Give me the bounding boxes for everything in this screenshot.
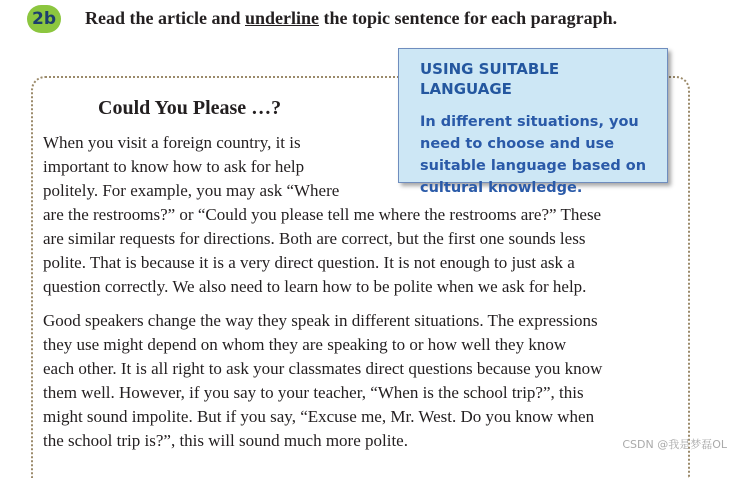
paragraph2-line: the school trip is?”, this will sound much more polite.	[43, 431, 408, 450]
paragraph2-line: them well. However, if you say to your teacher, “When is the school trip?”, this	[43, 383, 584, 402]
instruction-part: the topic sentence for each paragraph.	[319, 8, 618, 28]
paragraph1-line: polite. That is because it is a very direct question. It is not enough to just ask a	[43, 253, 575, 272]
paragraph1-line: are similar requests for directions. Both are correct, but the first one sounds less	[43, 229, 586, 248]
callout-title: USING SUITABLE LANGUAGE	[420, 60, 560, 98]
paragraph2-line: they use might depend on whom they are speaking to or how well they know	[43, 335, 567, 354]
paragraph1-line: question correctly. We also need to learn how to be polite when we ask for help.	[43, 277, 587, 296]
instruction-underlined-word: underline	[244, 8, 319, 28]
callout-body	[420, 111, 649, 199]
article-title: Could You Please …?	[98, 97, 282, 119]
paragraph2-line: each other. It is all right to ask your classmates direct questions because you know	[43, 359, 603, 378]
paragraph2-line: Good speakers change the way they speak in different situations. The expressions	[43, 311, 598, 330]
callout-box	[398, 48, 668, 196]
exercise-badge: 2b	[27, 5, 61, 33]
instruction-text	[85, 6, 705, 30]
watermark: CSDN @我是梦磊OL	[622, 438, 727, 451]
callout-line: cultural knowledge.	[420, 180, 583, 196]
callout-line: In different situations, you	[420, 114, 639, 130]
callout-line: suitable language based on	[420, 158, 647, 174]
paragraph1-line: When you visit a foreign country, it is	[43, 133, 301, 152]
paragraph2-line: might sound impolite. But if you say, “Excuse me, Mr. West. Do you know when	[43, 407, 595, 426]
paragraph1-line: are the restrooms?” or “Could you please tell me where the restrooms are?” These	[43, 205, 602, 224]
paragraph1-line: important to know how to ask for help	[43, 157, 305, 176]
instruction-part: Read the article and	[85, 8, 245, 28]
callout-line: need to choose and use	[420, 136, 615, 152]
paragraph1-line: politely. For example, you may ask “Where	[43, 181, 340, 200]
